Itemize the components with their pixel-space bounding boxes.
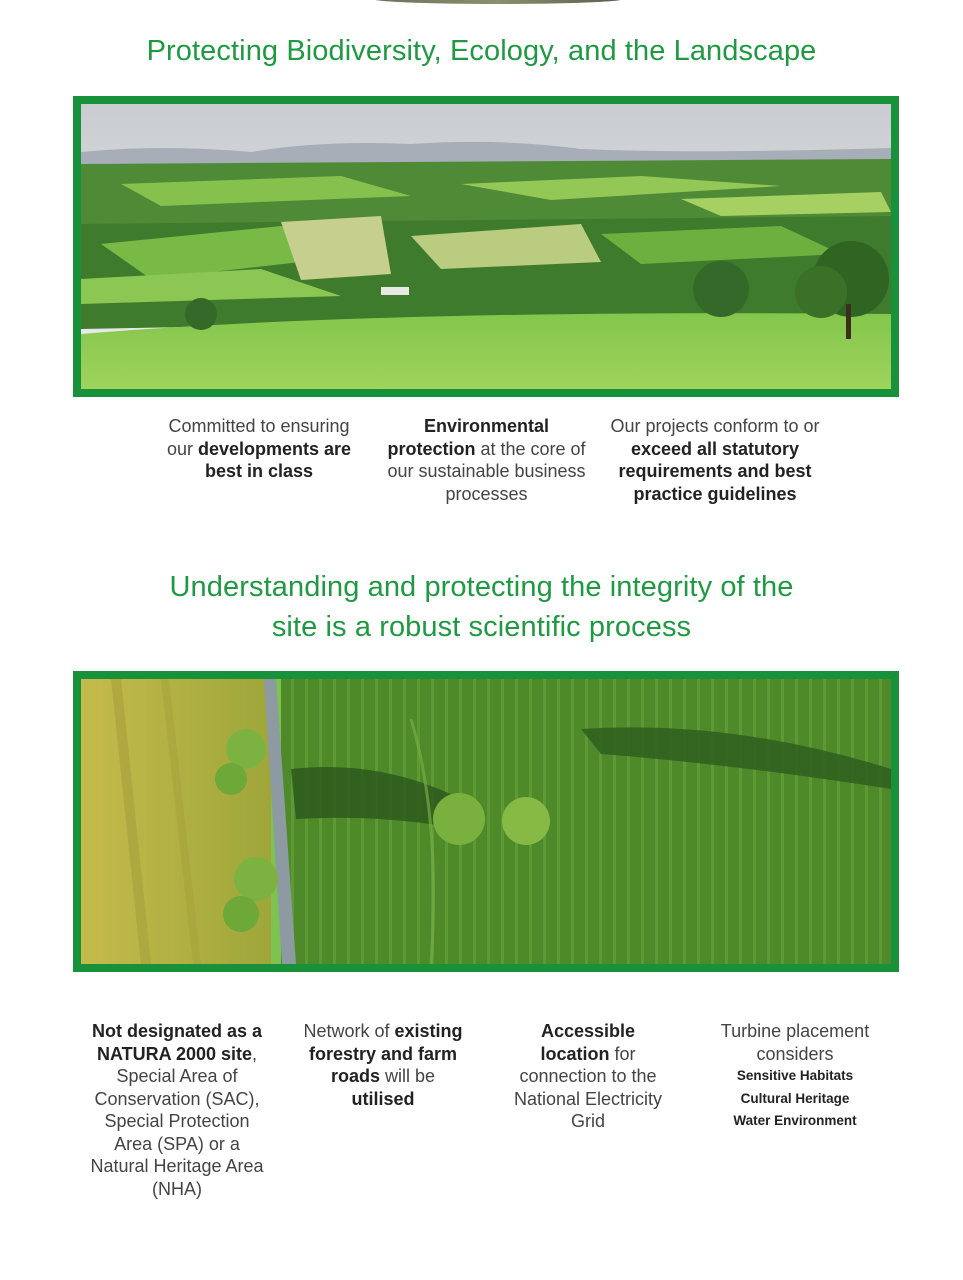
landscape-photo — [73, 96, 899, 397]
cultural-heritage-item: Cultural Heritage — [740, 1090, 850, 1106]
section1-column-1: Committed to ensuring our developments are best in class — [166, 416, 352, 481]
water-environment-item: Water Environment — [733, 1113, 857, 1128]
section2-heading-line-1: Understanding and protecting the integrity of the — [169, 571, 794, 603]
section1-heading: Protecting Biodiversity, Ecology, and the Landscape — [146, 35, 817, 67]
aerial-field-photo-image — [81, 679, 891, 964]
landscape-photo-image — [81, 104, 891, 389]
section2-column-2: Network of existing forestry and farm roads will be utilised — [303, 1021, 463, 1109]
top-decorative-arc — [373, 0, 623, 4]
section2-heading-line-2: site is a robust scientific process — [271, 611, 692, 643]
section1-column-3: Our projects conform to or exceed all statutory requirements and best practice guidelines — [610, 416, 820, 504]
aerial-field-photo — [73, 671, 899, 972]
section2-column-1: Not designated as a NATURA 2000 site, Special Area of Conservation (SAC), Special Protection Area (SPA) or a Natural Heritage Area (NHA) — [90, 1021, 264, 1199]
section2-column-4: Turbine placement considers Sensitive Habitats Cultural Heritage Water Environment — [714, 1020, 876, 1133]
sensitive-habitats-item: Sensitive Habitats — [736, 1068, 854, 1083]
section1-column-2: Environmental protection at the core of our sustainable business processes — [387, 416, 586, 504]
section2-column-3: Accessible location for connection to the National Electricity Grid — [513, 1021, 663, 1131]
section2-heading — [0, 567, 963, 647]
